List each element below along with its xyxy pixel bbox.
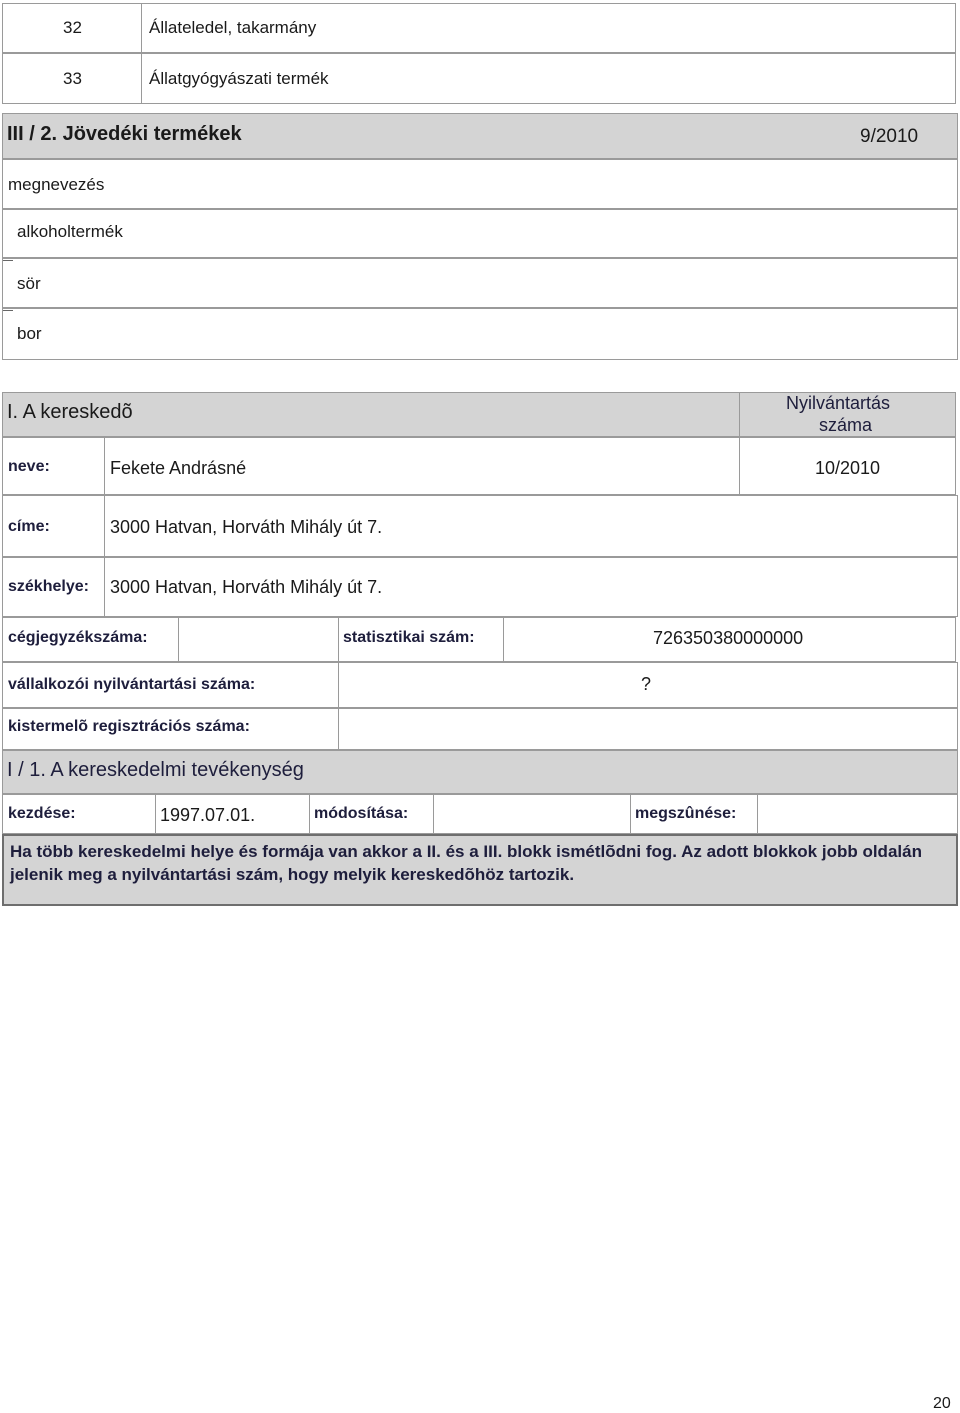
row-marker	[3, 310, 13, 311]
excise-item-row	[2, 209, 958, 258]
excise-item: sör	[17, 274, 41, 293]
end-value-cell	[757, 794, 958, 834]
registration-header-line1: Nyilvántartás	[786, 393, 891, 413]
product-code: 33	[63, 69, 82, 88]
registration-header-line2: száma	[819, 415, 873, 435]
modify-value-cell	[433, 794, 631, 834]
excise-item-row	[2, 308, 958, 360]
modify-label: módosítása:	[314, 805, 409, 822]
excise-column-header	[2, 159, 958, 209]
name-value: Fekete Andrásné	[110, 458, 247, 478]
product-name: Állatgyógyászati termék	[149, 69, 329, 88]
stat-value: 726350380000000	[653, 628, 804, 648]
activity-title: I / 1. A kereskedelmi tevékenység	[7, 759, 304, 781]
seat-value: 3000 Hatvan, Horváth Mihály út 7.	[110, 577, 383, 597]
start-value: 1997.07.01.	[160, 805, 256, 825]
excise-title: III / 2. Jövedéki termékek	[7, 123, 242, 145]
excise-item: bor	[17, 324, 42, 343]
excise-item-row	[2, 258, 958, 308]
product-name: Állateledel, takarmány	[149, 18, 317, 37]
excise-column-header-label: megnevezés	[8, 175, 105, 194]
company-reg-label: cégjegyzékszáma:	[8, 629, 148, 646]
smallholder-label: kistermelõ regisztrációs száma:	[8, 718, 250, 735]
name-label: neve:	[8, 458, 50, 475]
registration-number: 10/2010	[815, 458, 881, 478]
seat-label: székhelye:	[8, 578, 89, 595]
row-marker	[3, 260, 13, 261]
stat-label: statisztikai szám:	[343, 629, 475, 646]
product-code: 32	[63, 18, 82, 37]
page-number: 20	[933, 1395, 951, 1412]
trader-section-title: I. A kereskedõ	[7, 401, 133, 423]
start-label: kezdése:	[8, 805, 76, 822]
end-label: megszûnése:	[635, 805, 737, 822]
entrepreneur-label: vállalkozói nyilvántartási száma:	[8, 676, 256, 693]
smallholder-value-cell	[338, 708, 958, 750]
excise-item: alkoholtermék	[17, 222, 123, 241]
repeat-blocks-note: Ha több kereskedelmi helye és formája van akkor a II. és a III. blokk ismétlõdni fog. Az adott blokkok jobb oldalán jelenik meg a nyilvántartási szám, hogy melyik kereskedõhöz tartozik.	[2, 834, 958, 906]
company-reg-value-cell	[178, 617, 339, 662]
entrepreneur-value: ?	[641, 674, 652, 694]
address-label: címe:	[8, 518, 50, 535]
address-value: 3000 Hatvan, Horváth Mihály út 7.	[110, 517, 383, 537]
excise-number: 9/2010	[860, 126, 919, 147]
